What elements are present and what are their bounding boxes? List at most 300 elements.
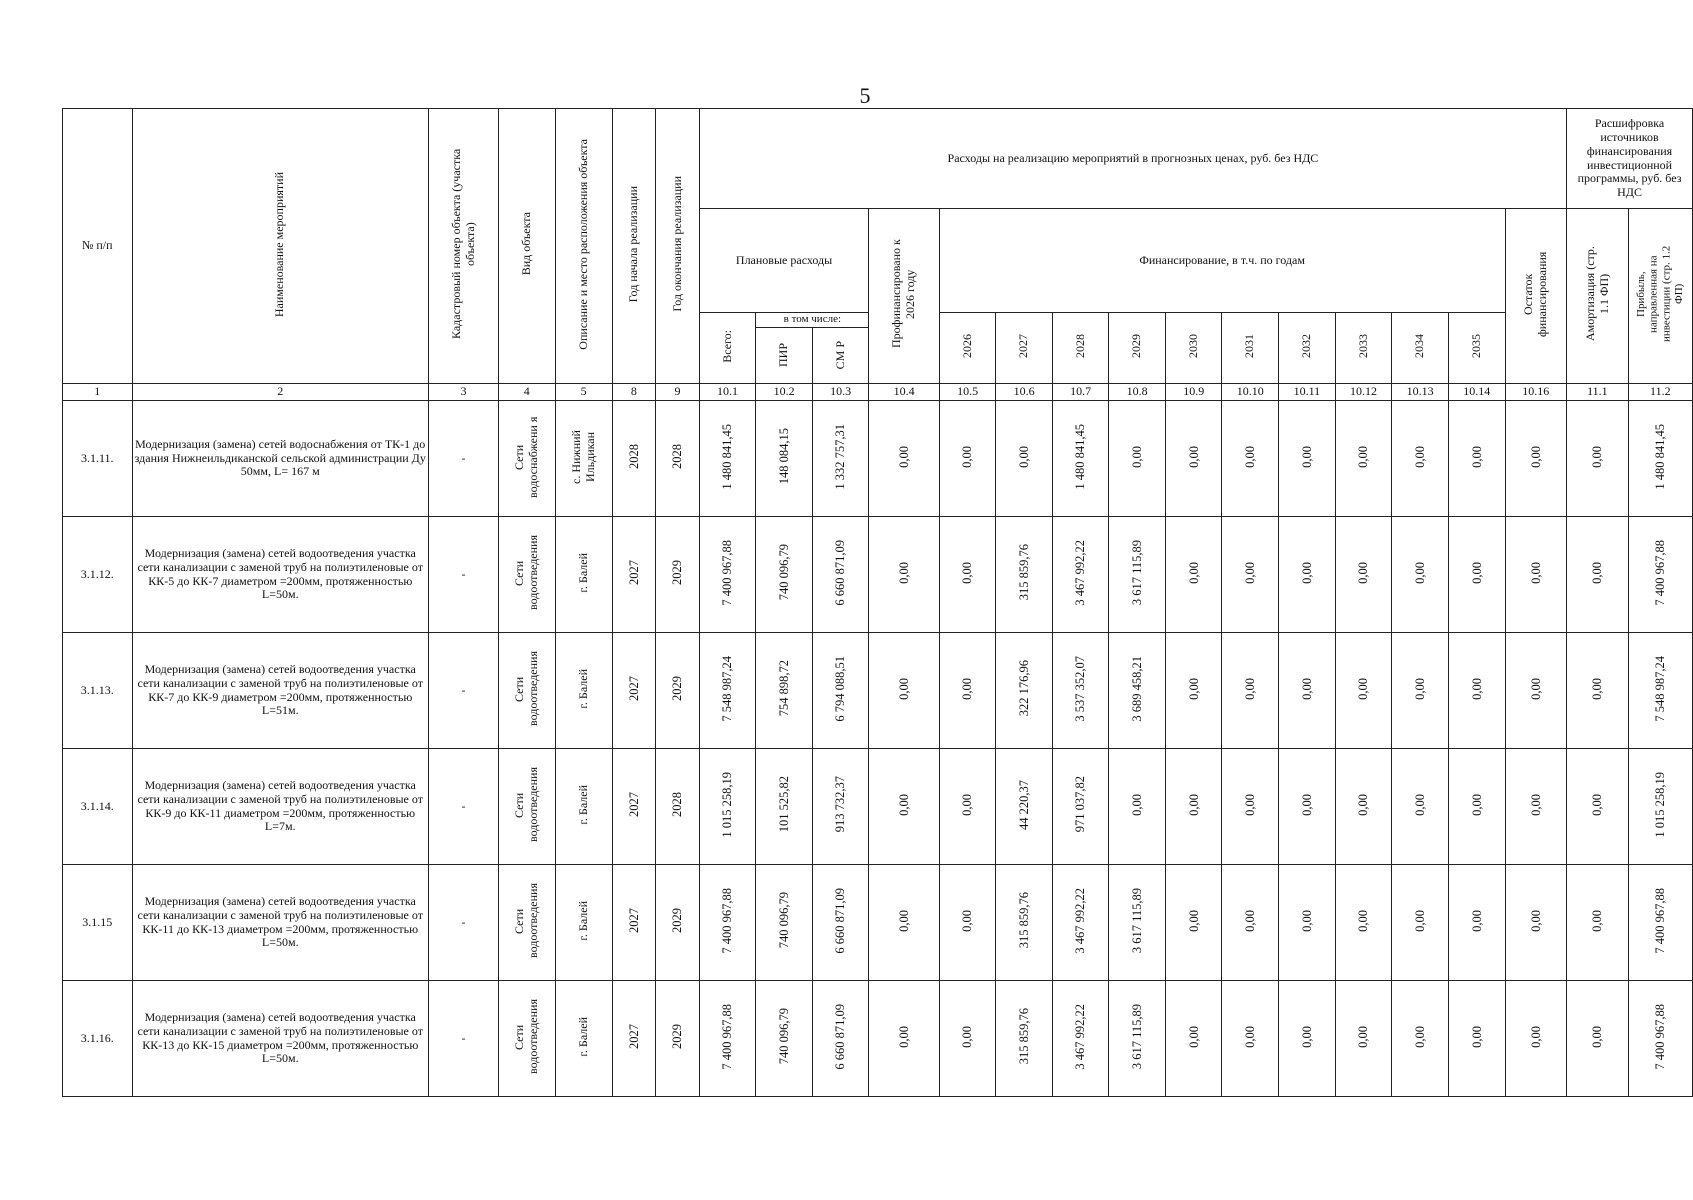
row-2029 xyxy=(1109,517,1166,633)
row-end-year xyxy=(656,633,700,749)
row-type-text: Сети водоотведения xyxy=(511,999,540,1075)
row-2034-text: 0,00 xyxy=(1412,909,1427,932)
header-year: 2035 xyxy=(1448,313,1505,384)
header-financing-by-year: Финансирование, в т.ч. по годам xyxy=(939,209,1505,313)
row-name: Модернизация (замена) сетей водоотведения участка сети канализации с заменой труб на полиэтиленовые от КК-7 до КК-9 диаметром =200мм, протяженностью L=51м. xyxy=(132,633,428,749)
row-2035 xyxy=(1448,865,1505,981)
row-amortization xyxy=(1567,633,1629,749)
table-row xyxy=(63,517,1693,633)
row-total xyxy=(699,633,756,749)
row-profit-text: 7 400 967,88 xyxy=(1653,1003,1668,1070)
row-2035-text: 0,00 xyxy=(1469,793,1484,816)
row-2034-text: 0,00 xyxy=(1412,1025,1427,1048)
row-type-text: Сети водоотведения xyxy=(511,651,540,727)
row-2033 xyxy=(1335,749,1392,865)
row-2026-text: 0,00 xyxy=(960,909,975,932)
row-2027-text: 315 859,76 xyxy=(1016,892,1031,949)
column-number: 10.5 xyxy=(939,384,996,401)
row-2028-text: 3 467 992,22 xyxy=(1073,887,1088,954)
row-location-text: г. Балей xyxy=(575,784,590,825)
header-including-wrap xyxy=(756,313,869,384)
header-year: 2031 xyxy=(1222,313,1279,384)
row-2032-text: 0,00 xyxy=(1299,1025,1314,1048)
column-number: 10.13 xyxy=(1392,384,1449,401)
header-end-year: Год окончания реализации xyxy=(656,109,700,384)
row-profit xyxy=(1628,749,1692,865)
row-2030 xyxy=(1165,865,1222,981)
row-2030 xyxy=(1165,517,1222,633)
row-2033-text: 0,00 xyxy=(1356,677,1371,700)
row-start-year xyxy=(612,517,656,633)
table-row xyxy=(63,981,1693,1097)
row-2034-text: 0,00 xyxy=(1412,793,1427,816)
row-2029-text: 3 689 458,21 xyxy=(1129,655,1144,722)
row-2029 xyxy=(1109,633,1166,749)
row-2033 xyxy=(1335,517,1392,633)
row-2031 xyxy=(1222,401,1279,517)
row-amortization-text: 0,00 xyxy=(1590,1025,1605,1048)
row-amortization xyxy=(1567,401,1629,517)
row-2032 xyxy=(1279,517,1336,633)
row-balance-text: 0,00 xyxy=(1528,445,1543,468)
row-pir xyxy=(756,749,813,865)
row-start-year-text: 2027 xyxy=(626,560,641,586)
column-number: 8 xyxy=(612,384,656,401)
row-amortization xyxy=(1567,517,1629,633)
row-amortization-text: 0,00 xyxy=(1590,445,1605,468)
row-2027-text: 315 859,76 xyxy=(1016,1008,1031,1065)
row-2026-text: 0,00 xyxy=(960,445,975,468)
row-end-year-text: 2029 xyxy=(670,676,685,702)
row-2027 xyxy=(996,401,1053,517)
row-pir-text: 148 084,15 xyxy=(776,428,791,485)
column-number: 2 xyxy=(132,384,428,401)
row-balance-text: 0,00 xyxy=(1528,561,1543,584)
row-name: Модернизация (замена) сетей водоотведения участка сети канализации с заменой труб на полиэтиленовые от КК-11 до КК-13 диаметром =200мм, протяженностью L=50м. xyxy=(132,865,428,981)
header-including: в том числе: xyxy=(756,313,868,328)
row-2030 xyxy=(1165,749,1222,865)
column-number: 10.4 xyxy=(869,384,939,401)
row-start-year-text: 2027 xyxy=(626,676,641,702)
row-balance xyxy=(1505,633,1567,749)
row-smr xyxy=(812,981,869,1097)
row-amortization xyxy=(1567,981,1629,1097)
row-number: 3.1.13. xyxy=(63,633,133,749)
row-2026 xyxy=(939,981,996,1097)
row-prefinanced-text: 0,00 xyxy=(896,677,911,700)
row-2028 xyxy=(1052,865,1109,981)
row-2029 xyxy=(1109,749,1166,865)
column-number: 1 xyxy=(63,384,133,401)
row-balance-text: 0,00 xyxy=(1528,909,1543,932)
row-2029 xyxy=(1109,865,1166,981)
header-profit: Прибыль, направленная на инвестиции (стр. 1.2 ФП) xyxy=(1628,209,1692,384)
row-profit xyxy=(1628,633,1692,749)
row-2027 xyxy=(996,517,1053,633)
row-pir-text: 101 525,82 xyxy=(776,776,791,833)
row-2028 xyxy=(1052,749,1109,865)
row-profit xyxy=(1628,865,1692,981)
row-2026 xyxy=(939,517,996,633)
row-2034 xyxy=(1392,633,1449,749)
row-2034-text: 0,00 xyxy=(1412,561,1427,584)
row-2035-text: 0,00 xyxy=(1469,909,1484,932)
row-2031-text: 0,00 xyxy=(1243,561,1258,584)
row-type xyxy=(498,749,555,865)
row-2030 xyxy=(1165,633,1222,749)
column-number: 10.9 xyxy=(1165,384,1222,401)
row-type xyxy=(498,865,555,981)
header-breakdown: Расшифровка источников финансирования инвестиционной программы, руб. без НДС xyxy=(1567,109,1693,209)
row-end-year xyxy=(656,401,700,517)
row-2035 xyxy=(1448,981,1505,1097)
row-2033-text: 0,00 xyxy=(1356,561,1371,584)
column-number: 10.8 xyxy=(1109,384,1166,401)
row-2031-text: 0,00 xyxy=(1243,445,1258,468)
row-2032 xyxy=(1279,749,1336,865)
table-row xyxy=(63,865,1693,981)
column-number: 10.12 xyxy=(1335,384,1392,401)
row-2028 xyxy=(1052,633,1109,749)
header-year: 2033 xyxy=(1335,313,1392,384)
header-year: 2032 xyxy=(1279,313,1336,384)
row-number: 3.1.15 xyxy=(63,865,133,981)
row-2031 xyxy=(1222,981,1279,1097)
row-amortization-text: 0,00 xyxy=(1590,909,1605,932)
row-end-year xyxy=(656,749,700,865)
column-number: 10.14 xyxy=(1448,384,1505,401)
row-amortization xyxy=(1567,749,1629,865)
row-2033 xyxy=(1335,633,1392,749)
column-number: 4 xyxy=(498,384,555,401)
row-smr xyxy=(812,749,869,865)
row-total xyxy=(699,749,756,865)
row-total xyxy=(699,401,756,517)
row-cadastral: - xyxy=(428,981,498,1097)
row-2026 xyxy=(939,749,996,865)
row-total-text: 7 400 967,88 xyxy=(720,539,735,606)
row-2031-text: 0,00 xyxy=(1243,677,1258,700)
row-pir-text: 740 096,79 xyxy=(776,1008,791,1065)
row-2033-text: 0,00 xyxy=(1356,445,1371,468)
column-number: 10.1 xyxy=(699,384,756,401)
row-2030 xyxy=(1165,981,1222,1097)
row-balance xyxy=(1505,517,1567,633)
row-prefinanced xyxy=(869,865,939,981)
row-amortization-text: 0,00 xyxy=(1590,561,1605,584)
row-2027 xyxy=(996,633,1053,749)
row-2026 xyxy=(939,865,996,981)
column-number: 9 xyxy=(656,384,700,401)
row-2030-text: 0,00 xyxy=(1186,909,1201,932)
row-2028-text: 971 037,82 xyxy=(1073,776,1088,833)
row-location-text: г. Балей xyxy=(575,668,590,709)
row-total-text: 7 548 987,24 xyxy=(720,655,735,722)
row-balance-text: 0,00 xyxy=(1528,793,1543,816)
header-year: 2029 xyxy=(1109,313,1166,384)
row-location-text: г. Балей xyxy=(575,552,590,593)
row-end-year xyxy=(656,517,700,633)
header-year: 2027 xyxy=(996,313,1053,384)
header-balance: Остаток финансирования xyxy=(1505,209,1567,384)
header-cadastral: Кадастровый номер объекта (участка объекта) xyxy=(428,109,498,384)
header-year: 2030 xyxy=(1165,313,1222,384)
row-smr-text: 1 332 757,31 xyxy=(833,423,848,490)
row-2026 xyxy=(939,633,996,749)
row-2035-text: 0,00 xyxy=(1469,561,1484,584)
row-2035 xyxy=(1448,633,1505,749)
row-start-year xyxy=(612,401,656,517)
column-number: 5 xyxy=(555,384,612,401)
row-name: Модернизация (замена) сетей водоотведения участка сети канализации с заменой труб на полиэтиленовые от КК-13 до КК-15 диаметром =200мм, протяженностью L=50м. xyxy=(132,981,428,1097)
row-end-year-text: 2028 xyxy=(670,792,685,818)
row-prefinanced xyxy=(869,401,939,517)
row-2029 xyxy=(1109,401,1166,517)
row-2027-text: 315 859,76 xyxy=(1016,544,1031,601)
row-2033-text: 0,00 xyxy=(1356,1025,1371,1048)
header-prefinanced: Профинансировано к 2026 году xyxy=(869,209,939,384)
row-pir xyxy=(756,517,813,633)
row-name: Модернизация (замена) сетей водоотведения участка сети канализации с заменой труб на полиэтиленовые от КК-9 до КК-11 диаметром =200мм, протяженностью L=7м. xyxy=(132,749,428,865)
row-prefinanced xyxy=(869,981,939,1097)
row-balance-text: 0,00 xyxy=(1528,677,1543,700)
row-total-text: 1 480 841,45 xyxy=(720,423,735,490)
row-2034 xyxy=(1392,517,1449,633)
row-2035 xyxy=(1448,401,1505,517)
row-profit xyxy=(1628,981,1692,1097)
row-2030-text: 0,00 xyxy=(1186,561,1201,584)
header-year: 2028 xyxy=(1052,313,1109,384)
row-2031-text: 0,00 xyxy=(1243,1025,1258,1048)
row-total-text: 7 400 967,88 xyxy=(720,1003,735,1070)
row-total xyxy=(699,517,756,633)
row-2027 xyxy=(996,981,1053,1097)
row-2032-text: 0,00 xyxy=(1299,445,1314,468)
header-pir-smr xyxy=(756,328,868,383)
row-balance xyxy=(1505,749,1567,865)
row-location xyxy=(555,517,612,633)
header-planned: Плановые расходы xyxy=(699,209,869,313)
row-2026 xyxy=(939,401,996,517)
row-2027-text: 322 176,96 xyxy=(1016,660,1031,717)
row-total xyxy=(699,865,756,981)
row-2033 xyxy=(1335,401,1392,517)
row-number: 3.1.14. xyxy=(63,749,133,865)
row-end-year-text: 2029 xyxy=(670,560,685,586)
row-2031 xyxy=(1222,749,1279,865)
row-smr xyxy=(812,865,869,981)
header-name: Наименование мероприятий xyxy=(132,109,428,384)
column-number: 10.10 xyxy=(1222,384,1279,401)
row-2029-text: 0,00 xyxy=(1129,445,1144,468)
row-amortization xyxy=(1567,865,1629,981)
row-2035-text: 0,00 xyxy=(1469,445,1484,468)
page-number: 5 xyxy=(859,83,871,108)
row-end-year xyxy=(656,981,700,1097)
investment-table xyxy=(62,108,1693,1097)
header-pir: ПИР xyxy=(756,328,813,383)
row-start-year xyxy=(612,981,656,1097)
row-end-year-text: 2029 xyxy=(670,1024,685,1050)
row-2030-text: 0,00 xyxy=(1186,677,1201,700)
row-cadastral: - xyxy=(428,865,498,981)
row-2034 xyxy=(1392,749,1449,865)
header-expenses: Расходы на реализацию мероприятий в прогнозных ценах, руб. без НДС xyxy=(699,109,1566,209)
row-type-text: Сети водоотведения xyxy=(511,535,540,611)
row-location xyxy=(555,865,612,981)
header-year: 2026 xyxy=(939,313,996,384)
row-2035-text: 0,00 xyxy=(1469,1025,1484,1048)
row-profit xyxy=(1628,401,1692,517)
row-name: Модернизация (замена) сетей водоотведения участка сети канализации с заменой труб на полиэтиленовые от КК-5 до КК-7 диаметром =200мм, протяженностью L=50м. xyxy=(132,517,428,633)
row-2028-text: 3 537 352,07 xyxy=(1073,655,1088,722)
row-type-text: Сети водоотведения xyxy=(511,767,540,843)
row-number: 3.1.12. xyxy=(63,517,133,633)
row-2026-text: 0,00 xyxy=(960,677,975,700)
row-2027-text: 0,00 xyxy=(1016,445,1031,468)
row-location xyxy=(555,981,612,1097)
row-2034-text: 0,00 xyxy=(1412,445,1427,468)
row-prefinanced-text: 0,00 xyxy=(896,561,911,584)
row-2026-text: 0,00 xyxy=(960,793,975,816)
row-pir xyxy=(756,633,813,749)
row-2032 xyxy=(1279,865,1336,981)
row-location xyxy=(555,401,612,517)
row-total xyxy=(699,981,756,1097)
table-row xyxy=(63,401,1693,517)
row-profit-text: 7 400 967,88 xyxy=(1653,539,1668,606)
table-row xyxy=(63,633,1693,749)
row-2031-text: 0,00 xyxy=(1243,909,1258,932)
table-row xyxy=(63,749,1693,865)
row-2032-text: 0,00 xyxy=(1299,561,1314,584)
header-no: № п/п xyxy=(63,109,133,384)
row-location xyxy=(555,749,612,865)
row-2033-text: 0,00 xyxy=(1356,909,1371,932)
row-pir xyxy=(756,401,813,517)
column-number: 10.7 xyxy=(1052,384,1109,401)
row-smr-text: 913 732,37 xyxy=(833,776,848,833)
row-2032 xyxy=(1279,981,1336,1097)
row-total-text: 7 400 967,88 xyxy=(720,887,735,954)
row-pir xyxy=(756,865,813,981)
column-number: 11.1 xyxy=(1567,384,1629,401)
row-type-text: Сети водоснабжени я xyxy=(511,415,540,498)
row-balance-text: 0,00 xyxy=(1528,1025,1543,1048)
row-2033 xyxy=(1335,981,1392,1097)
row-2032-text: 0,00 xyxy=(1299,793,1314,816)
row-smr-text: 6 660 871,09 xyxy=(833,887,848,954)
row-2028-text: 3 467 992,22 xyxy=(1073,539,1088,606)
row-start-year-text: 2027 xyxy=(626,1024,641,1050)
row-2029-text: 3 617 115,89 xyxy=(1129,1004,1144,1070)
row-profit-text: 7 400 967,88 xyxy=(1653,887,1668,954)
column-number-row xyxy=(63,384,1693,401)
row-2034 xyxy=(1392,981,1449,1097)
row-profit-text: 7 548 987,24 xyxy=(1653,655,1668,722)
row-smr-text: 6 794 088,51 xyxy=(833,655,848,722)
column-number: 10.3 xyxy=(812,384,869,401)
header-total: Всего: xyxy=(699,313,756,384)
row-start-year xyxy=(612,633,656,749)
row-2028-text: 1 480 841,45 xyxy=(1073,423,1088,490)
row-number: 3.1.16. xyxy=(63,981,133,1097)
row-cadastral: - xyxy=(428,401,498,517)
row-smr-text: 6 660 871,09 xyxy=(833,1003,848,1070)
column-number: 11.2 xyxy=(1628,384,1692,401)
row-pir-text: 740 096,79 xyxy=(776,892,791,949)
row-2033 xyxy=(1335,865,1392,981)
row-smr-text: 6 660 871,09 xyxy=(833,539,848,606)
row-profit xyxy=(1628,517,1692,633)
row-smr xyxy=(812,517,869,633)
row-prefinanced xyxy=(869,749,939,865)
row-2028 xyxy=(1052,981,1109,1097)
row-2030-text: 0,00 xyxy=(1186,793,1201,816)
row-2030 xyxy=(1165,401,1222,517)
row-2027-text: 44 220,37 xyxy=(1016,779,1031,830)
row-2031-text: 0,00 xyxy=(1243,793,1258,816)
table-body xyxy=(63,401,1693,1097)
row-2026-text: 0,00 xyxy=(960,561,975,584)
row-total-text: 1 015 258,19 xyxy=(720,771,735,838)
row-prefinanced xyxy=(869,517,939,633)
column-number: 10.2 xyxy=(756,384,813,401)
row-2032 xyxy=(1279,633,1336,749)
row-2029-text: 0,00 xyxy=(1129,793,1144,816)
row-end-year-text: 2028 xyxy=(670,444,685,470)
row-amortization-text: 0,00 xyxy=(1590,793,1605,816)
row-balance xyxy=(1505,401,1567,517)
row-prefinanced-text: 0,00 xyxy=(896,1025,911,1048)
column-number: 10.16 xyxy=(1505,384,1567,401)
row-amortization-text: 0,00 xyxy=(1590,677,1605,700)
row-2034 xyxy=(1392,865,1449,981)
row-type xyxy=(498,981,555,1097)
row-cadastral: - xyxy=(428,633,498,749)
row-number: 3.1.11. xyxy=(63,401,133,517)
row-start-year xyxy=(612,749,656,865)
row-cadastral: - xyxy=(428,749,498,865)
row-2028-text: 3 467 992,22 xyxy=(1073,1003,1088,1070)
row-start-year-text: 2027 xyxy=(626,792,641,818)
header-location: Описание и место расположения объекта xyxy=(555,109,612,384)
row-pir xyxy=(756,981,813,1097)
row-pir-text: 740 096,79 xyxy=(776,544,791,601)
header-amortization: Амортизация (стр. 1.1 ФП) xyxy=(1567,209,1629,384)
row-start-year xyxy=(612,865,656,981)
row-end-year xyxy=(656,865,700,981)
row-2031 xyxy=(1222,517,1279,633)
row-2035 xyxy=(1448,749,1505,865)
row-start-year-text: 2028 xyxy=(626,444,641,470)
row-location-text: г. Балей xyxy=(575,900,590,941)
header-type: Вид объекта xyxy=(498,109,555,384)
row-location-text: с. Нижний Ильдикан xyxy=(568,429,597,484)
row-location xyxy=(555,633,612,749)
row-name: Модернизация (замена) сетей водоснабжения от ТК-1 до здания Нижнеильдиканской сельской администрации Ду 50мм, L= 167 м xyxy=(132,401,428,517)
row-profit-text: 1 480 841,45 xyxy=(1653,423,1668,490)
column-number: 10.6 xyxy=(996,384,1053,401)
row-2031 xyxy=(1222,633,1279,749)
row-type xyxy=(498,633,555,749)
row-2032-text: 0,00 xyxy=(1299,677,1314,700)
row-2029-text: 3 617 115,89 xyxy=(1129,888,1144,954)
row-2026-text: 0,00 xyxy=(960,1025,975,1048)
row-type-text: Сети водоотведения xyxy=(511,883,540,959)
row-2031 xyxy=(1222,865,1279,981)
row-2029 xyxy=(1109,981,1166,1097)
